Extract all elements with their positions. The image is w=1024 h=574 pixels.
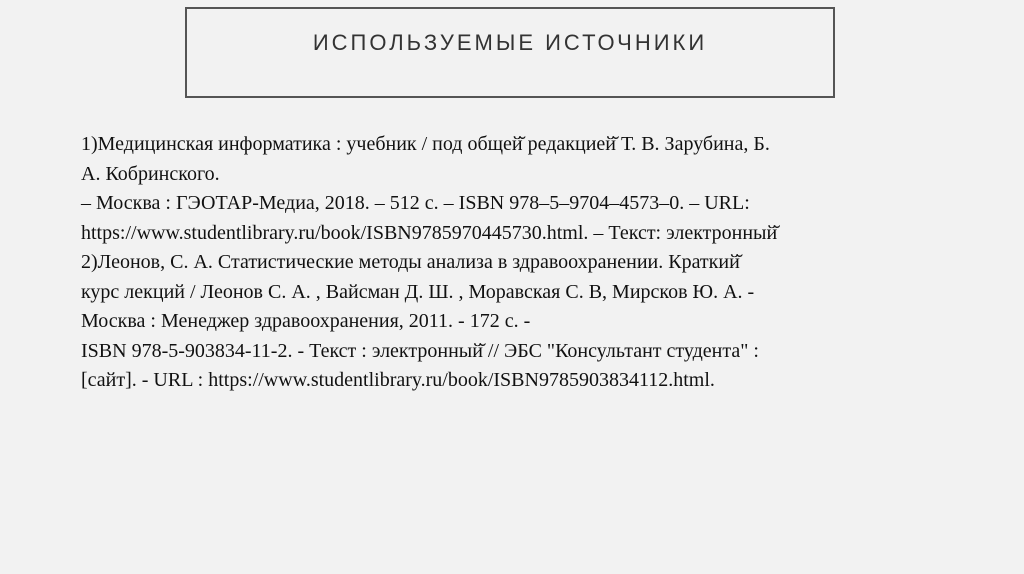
reference-line: Москва : Менеджер здравоохранения, 2011. - 172 с. - <box>81 310 531 332</box>
reference-line: 1)Медицинская информатика : учебник / под общей̆ редакцией̆ Т. В. Зарубина, Б. <box>81 133 770 155</box>
reference-line: 2)Леонов, С. А. Статистические методы анализа в здравоохранении. Краткий̆ <box>81 251 740 273</box>
title-box <box>185 7 835 98</box>
reference-line: [сайт]. - URL : https://www.studentlibrary.ru/book/ISBN9785903834112.html. <box>81 369 715 391</box>
reference-line: ISBN 978-5-903834-11-2. - Текст : электронный̆ // ЭБС "Консультант студента" : <box>81 339 759 362</box>
references-list <box>81 130 981 396</box>
reference-line: – Москва : ГЭОТАР-Медиа, 2018. – 512 с. – ISBN 978–5–9704–4573–0. – URL: <box>81 192 750 214</box>
reference-line: https://www.studentlibrary.ru/book/ISBN9785970445730.html. – Текст: электронный̆ <box>81 221 778 244</box>
slide-title: ИСПОЛЬЗУЕМЫЕ ИСТОЧНИКИ <box>312 30 708 55</box>
reference-line: А. Кобринского. <box>81 162 220 185</box>
reference-line: курс лекций / Леонов С. А. , Вайсман Д. Ш. , Моравская С. В, Мирсков Ю. А. - <box>81 280 755 303</box>
